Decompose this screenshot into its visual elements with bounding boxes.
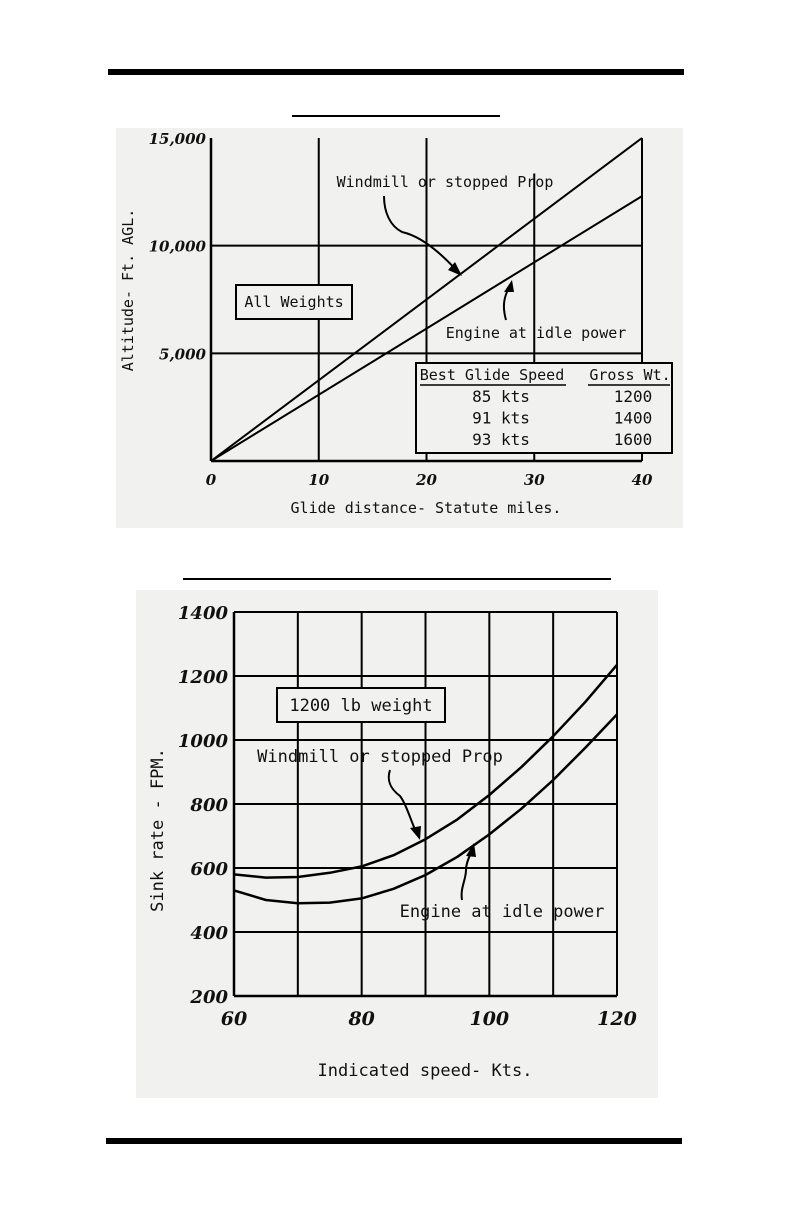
chart1-x-tick-label: 20	[416, 471, 437, 489]
chart1-table-header-weight: Gross Wt.	[589, 366, 671, 384]
chart1-x-tick-label: 10	[308, 471, 330, 489]
chart1-x-tick-label: 40	[631, 471, 653, 489]
chart2-series2-pointer	[462, 850, 472, 900]
chart2-series1-pointer	[389, 770, 416, 832]
chart2-grid	[234, 612, 617, 996]
chart1-table-cell-speed: 91 kts	[472, 408, 530, 428]
chart2-x-tick-label: 120	[597, 1008, 637, 1030]
chart2-y-tick-label: 400	[190, 923, 228, 944]
chart2-y-tick-label: 800	[190, 795, 228, 816]
chart1-table-cell-speed: 85 kts	[472, 387, 530, 406]
chart2-x-axis-label: Indicated speed- Kts.	[317, 1061, 533, 1081]
chart1-x-axis-label: Glide distance- Statute miles.	[290, 499, 562, 517]
chart1-y-tick-label: 10,000	[148, 237, 206, 256]
chart2-y-tick-label: 600	[190, 859, 228, 880]
chart1-table-cell-speed: 93 kts	[472, 430, 530, 449]
chart1-annotation: All Weights	[244, 293, 344, 311]
chart2-y-axis-label: Sink rate - FPM.	[148, 748, 168, 912]
chart2-annotation: 1200 lb weight	[289, 696, 433, 716]
chart2-series1-label: Windmill or stopped Prop	[257, 747, 503, 767]
chart2-x-tick-label: 80	[348, 1008, 375, 1030]
chart2-y-tick-label: 1400	[177, 603, 228, 624]
chart1-y-axis-label: Altitude- Ft. AGL.	[119, 208, 137, 372]
chart1-table-cell-weight: 1400	[613, 408, 653, 428]
chart1-x-tick-label: 0	[205, 471, 217, 489]
chart2-tick-labels	[178, 603, 637, 1030]
chart2-y-tick-label: 1200	[177, 667, 228, 688]
chart2-series2-label: Engine at idle power	[399, 902, 605, 922]
chart1-series2-label: Engine at idle power	[445, 324, 627, 342]
chart1-table-cell-weight: 1200	[613, 387, 653, 406]
chart1-table-cell-weight: 1600	[613, 430, 653, 449]
chart2-y-tick-label: 1000	[177, 731, 228, 752]
chart2-x-tick-label: 100	[469, 1008, 510, 1030]
chart2-y-tick-label: 200	[190, 987, 228, 1008]
chart1-table-header-speed: Best Glide Speed	[419, 366, 565, 384]
chart1-y-tick-label: 5,000	[159, 345, 206, 364]
chart1-y-tick-label: 15,000	[148, 130, 206, 148]
chart1-x-tick-label: 30	[523, 471, 545, 489]
chart1-series1-label: Windmill or stopped Prop	[336, 173, 554, 191]
chart2-x-tick-label: 60	[220, 1008, 248, 1030]
chart2-series1-arrowhead	[410, 826, 421, 840]
